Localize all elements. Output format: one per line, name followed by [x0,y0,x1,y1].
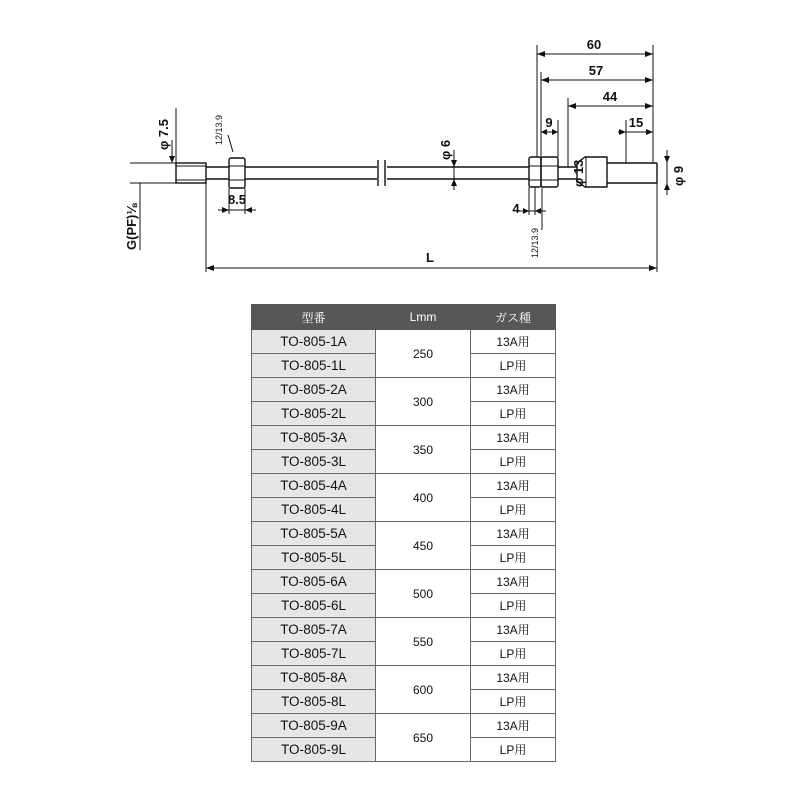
header-gas: ガス種 [471,305,556,330]
table-row [252,378,556,402]
model-cell: TO-805-7A [252,618,376,642]
table-header-row [252,305,556,330]
model-cell: TO-805-3A [252,426,376,450]
model-cell: TO-805-1L [252,354,376,378]
gas-type-cell: 13A用 [471,474,556,498]
technical-drawing [0,0,800,290]
model-cell: TO-805-5A [252,522,376,546]
model-cell: TO-805-8A [252,666,376,690]
table-row [252,714,556,738]
model-cell: TO-805-6L [252,594,376,618]
model-cell: TO-805-5L [252,546,376,570]
gas-type-cell: LP用 [471,594,556,618]
gas-type-cell: 13A用 [471,570,556,594]
dim-dia-9: φ 9 [671,165,686,186]
hex-left-label: 12/13.9 [214,114,224,145]
dim-dia-7-5: φ 7.5 [156,119,171,150]
length-cell: 500 [376,570,471,618]
gas-type-cell: LP用 [471,642,556,666]
dim-15: 15 [628,115,644,130]
table-row [252,426,556,450]
right-hex-nut [529,157,541,187]
dim-4: 4 [512,201,520,216]
model-cell: TO-805-3L [252,450,376,474]
spec-table [251,304,556,762]
table-row [252,522,556,546]
gas-type-cell: LP用 [471,690,556,714]
model-cell: TO-805-1A [252,330,376,354]
table-row [252,330,556,354]
gas-type-cell: 13A用 [471,714,556,738]
table-row [252,570,556,594]
model-cell: TO-805-9A [252,714,376,738]
dim-dia-13: φ 13 [571,159,586,187]
gas-type-cell: LP用 [471,546,556,570]
gas-type-cell: LP用 [471,738,556,762]
left-hex-nut [229,158,245,188]
length-cell: 250 [376,330,471,378]
model-cell: TO-805-6A [252,570,376,594]
length-cell: 550 [376,618,471,666]
length-cell: 600 [376,666,471,714]
length-cell: 300 [376,378,471,426]
model-cell: TO-805-9L [252,738,376,762]
model-cell: TO-805-4A [252,474,376,498]
table-row [252,474,556,498]
gas-type-cell: 13A用 [471,618,556,642]
gas-type-cell: 13A用 [471,522,556,546]
dim-8-5: 8.5 [227,192,247,207]
length-cell: 400 [376,474,471,522]
dim-L: L [426,250,434,265]
dim-60: 60 [586,37,602,52]
table-row [252,666,556,690]
gas-type-cell: 13A用 [471,330,556,354]
model-cell: TO-805-2L [252,402,376,426]
header-model: 型番 [252,305,376,330]
header-length: Lmm [376,305,471,330]
gas-type-cell: LP用 [471,402,556,426]
gas-type-cell: 13A用 [471,426,556,450]
table-row [252,618,556,642]
gas-type-cell: 13A用 [471,666,556,690]
dim-dia-6: φ 6 [438,139,453,160]
gas-type-cell: LP用 [471,354,556,378]
hex-right-label: 12/13.9 [530,227,540,258]
length-cell: 350 [376,426,471,474]
model-cell: TO-805-7L [252,642,376,666]
gas-type-cell: 13A用 [471,378,556,402]
model-cell: TO-805-2A [252,378,376,402]
model-cell: TO-805-8L [252,690,376,714]
table-body [252,330,556,762]
dim-57: 57 [588,63,604,78]
length-cell: 450 [376,522,471,570]
dim-9: 9 [545,115,553,130]
dim-44: 44 [602,89,618,104]
gas-type-cell: LP用 [471,498,556,522]
gas-type-cell: LP用 [471,450,556,474]
model-cell: TO-805-4L [252,498,376,522]
length-cell: 650 [376,714,471,762]
thread-label: G(PF)⅛ [124,203,139,250]
